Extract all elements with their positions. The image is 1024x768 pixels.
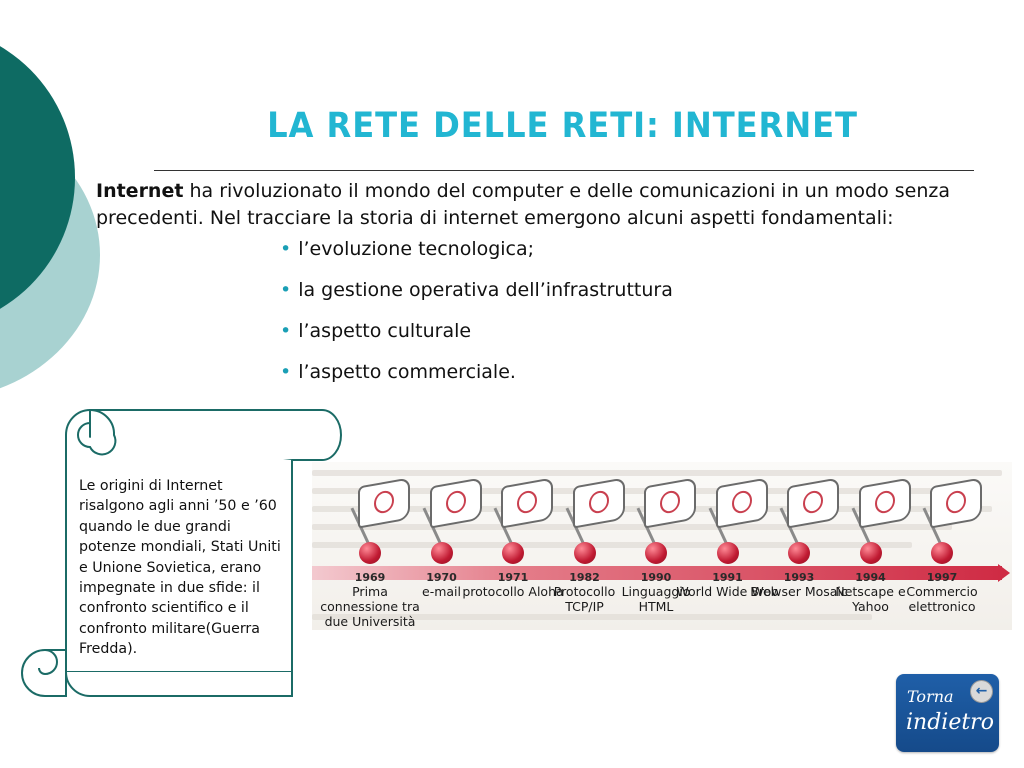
timeline-year: 1970 bbox=[426, 571, 457, 584]
flag-icon bbox=[930, 477, 982, 528]
timeline-year: 1971 bbox=[497, 571, 529, 584]
timeline-event bbox=[892, 462, 992, 630]
back-button-label-line2: indietro bbox=[906, 710, 994, 735]
timeline-year: 1991 bbox=[712, 571, 743, 584]
timeline-marker bbox=[788, 542, 810, 564]
intro-bold-term: Internet bbox=[96, 180, 184, 202]
timeline-marker bbox=[860, 542, 882, 564]
back-button[interactable] bbox=[896, 674, 999, 752]
timeline-marker bbox=[431, 542, 453, 564]
timeline-year: 1997 bbox=[926, 571, 958, 584]
bullet-icon: • bbox=[280, 238, 292, 260]
list-item: • l’evoluzione tecnologica; bbox=[280, 238, 535, 260]
timeline-label: protocollo Aloha bbox=[462, 584, 564, 599]
timeline-label: e-mail bbox=[422, 584, 461, 599]
bullet-icon: • bbox=[280, 279, 292, 301]
slide-title: LA RETE DELLE RETI: INTERNET bbox=[267, 106, 858, 146]
timeline-label: Browser Mosaic bbox=[750, 584, 848, 599]
timeline-label: Linguaggio HTML bbox=[621, 584, 691, 614]
arrow-left-icon: ← bbox=[970, 680, 993, 703]
timeline-marker bbox=[931, 542, 953, 564]
list-item: • la gestione operativa dell’infrastruttura bbox=[280, 279, 673, 301]
back-button-label-line1: Torna bbox=[907, 687, 954, 706]
timeline-marker bbox=[717, 542, 739, 564]
timeline-year: 1990 bbox=[640, 571, 672, 584]
timeline-marker bbox=[574, 542, 596, 564]
timeline-label: Commercio elettronico bbox=[906, 584, 978, 614]
timeline-marker bbox=[359, 542, 381, 564]
list-item: • l’aspetto commerciale. bbox=[280, 361, 516, 383]
scroll-text: Le origini di Internet risalgono agli anni ’50 e ’60 quando le due grandi potenze mondiali, Stati Uniti e Unione Sovietica, erano impegnate in due sfide: il confronto scientifico e il confronto militare(Guerra Fredda). bbox=[79, 478, 281, 658]
timeline-label: Protocollo TCP/IP bbox=[553, 584, 616, 614]
timeline-year: 1993 bbox=[783, 571, 815, 584]
intro-text: ha rivoluzionato il mondo del computer e delle comunicazioni in un modo senza precedenti. Nel tracciare la storia di internet emergono alcuni aspetti fondamentali: bbox=[96, 180, 951, 229]
timeline-year: 1969 bbox=[354, 571, 386, 584]
timeline-label: Netscape e Yahoo bbox=[835, 584, 906, 614]
timeline-marker bbox=[502, 542, 524, 564]
flag-emblem-icon bbox=[946, 489, 966, 515]
timeline-marker bbox=[645, 542, 667, 564]
internet-timeline bbox=[312, 462, 1012, 630]
list-item: • l’aspetto culturale bbox=[280, 320, 472, 342]
timeline-label: World Wide Web bbox=[676, 584, 779, 599]
bullet-icon: • bbox=[280, 361, 292, 383]
timeline-label: Prima connessione tra due Università bbox=[320, 584, 420, 629]
timeline-arrow-icon bbox=[998, 564, 1010, 582]
timeline-year: 1982 bbox=[569, 571, 600, 584]
timeline-year: 1994 bbox=[855, 571, 886, 584]
bullet-icon: • bbox=[280, 320, 292, 342]
